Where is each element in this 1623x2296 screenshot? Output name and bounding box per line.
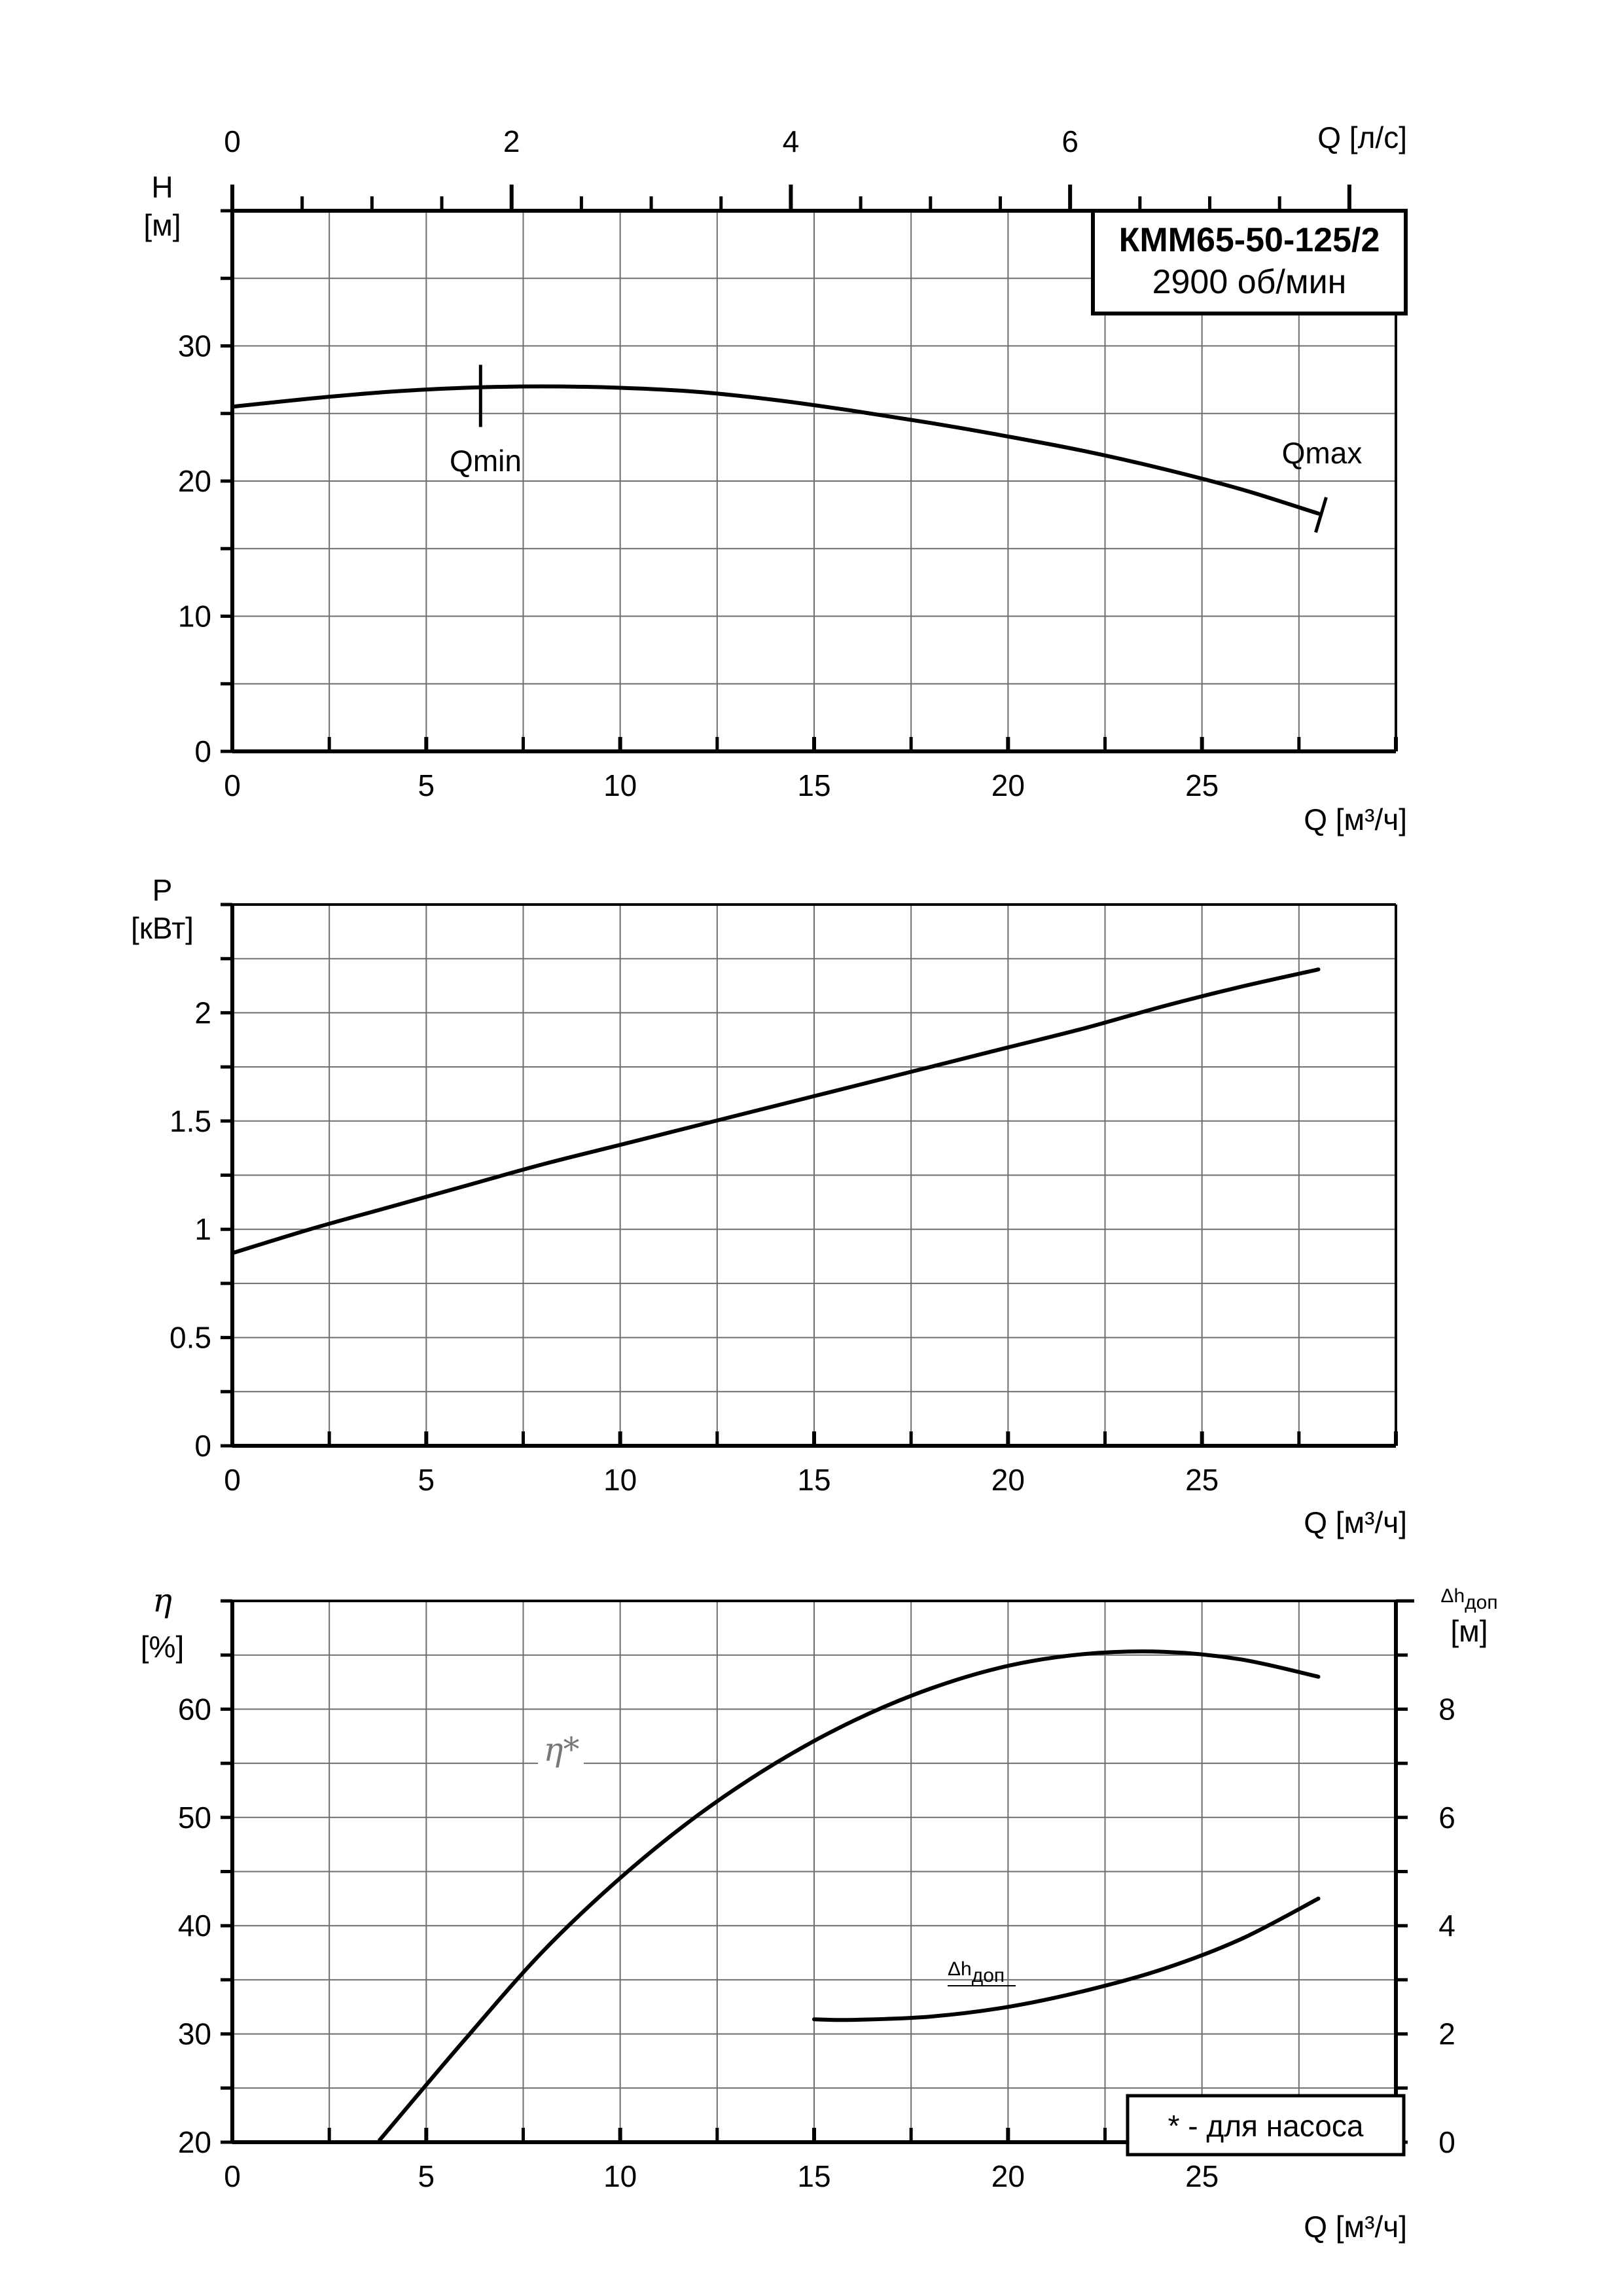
efficiency-grid <box>232 1601 1396 2142</box>
power-y-unit: [кВт] <box>131 911 194 945</box>
x-tick-label: 0 <box>224 1463 241 1497</box>
eff-x-label: Q [м³/ч] <box>1304 2210 1407 2244</box>
x-tick-label: 10 <box>603 1463 637 1497</box>
x-tick-label-secondary: 6 <box>1061 124 1079 158</box>
qmax-label: Qmax <box>1281 436 1363 470</box>
npsh-y-unit: [м] <box>1450 1614 1488 1648</box>
x-tick-label: 10 <box>603 2159 637 2193</box>
x-tick-label: 0 <box>224 2159 241 2193</box>
x-tick-label: 15 <box>797 1463 831 1497</box>
y-tick-label: 2 <box>194 996 211 1030</box>
head-y-unit: [м] <box>143 208 181 242</box>
x-tick-label: 5 <box>418 768 435 802</box>
x-tick-label-secondary: 4 <box>782 124 800 158</box>
head-curve-group <box>232 365 1326 532</box>
y-tick-label: 30 <box>177 329 211 363</box>
y-tick-label: 20 <box>177 464 211 498</box>
footnote-text: * - для насоса <box>1168 2109 1364 2143</box>
x-tick-label: 25 <box>1185 768 1219 802</box>
head-curve <box>232 386 1319 513</box>
y-tick-label-right: 6 <box>1438 1800 1455 1835</box>
y-tick-label: 40 <box>177 1909 211 1943</box>
x-tick-label-secondary: 2 <box>503 124 520 158</box>
x-tick-label: 5 <box>418 2159 435 2193</box>
y-tick-label: 0 <box>194 734 211 768</box>
x-tick-label: 15 <box>797 768 831 802</box>
npsh-series-label: Δhдоп <box>948 1958 1005 1986</box>
y-tick-label: 1 <box>194 1212 211 1247</box>
eta-series-label: η* <box>543 1731 580 1768</box>
power-x-label: Q [м³/ч] <box>1304 1505 1407 1539</box>
x-tick-label: 5 <box>418 1463 435 1497</box>
x-tick-label: 20 <box>991 768 1025 802</box>
y-tick-label-right: 8 <box>1438 1692 1455 1727</box>
eta-y-unit: [%] <box>140 1630 185 1664</box>
npsh-curve <box>814 1899 1319 2020</box>
head-secondary-x-label: Q [л/с] <box>1317 120 1407 154</box>
y-tick-label: 10 <box>177 599 211 634</box>
x-tick-label: 20 <box>991 1463 1025 1497</box>
model-title: КММ65-50-125/2 <box>1118 221 1380 259</box>
x-tick-label: 10 <box>603 768 637 802</box>
y-tick-label: 1.5 <box>169 1103 211 1138</box>
y-tick-label-right: 0 <box>1438 2125 1455 2159</box>
efficiency-curve <box>380 1651 1318 2140</box>
y-tick-label-right: 2 <box>1438 2017 1455 2051</box>
power-y-symbol: P <box>152 873 173 907</box>
y-tick-label: 30 <box>177 2017 211 2051</box>
qmin-label: Qmin <box>450 444 522 478</box>
efficiency-curve-group <box>380 1651 1318 2140</box>
y-tick-label: 60 <box>177 1692 211 1727</box>
y-tick-label: 50 <box>177 1800 211 1835</box>
head-y-symbol: H <box>151 170 173 204</box>
speed-subtitle: 2900 об/мин <box>1152 263 1347 301</box>
efficiency-chart <box>141 1581 1498 2244</box>
power-curve-group <box>232 969 1319 1253</box>
x-tick-label: 25 <box>1185 1463 1219 1497</box>
power-curve <box>232 969 1319 1253</box>
x-tick-label: 15 <box>797 2159 831 2193</box>
x-tick-label: 20 <box>991 2159 1025 2193</box>
x-tick-label: 0 <box>224 768 241 802</box>
power-grid <box>232 905 1396 1446</box>
head-chart <box>143 120 1407 836</box>
y-tick-label: 20 <box>177 2125 211 2159</box>
eta-y-symbol: η <box>152 1581 172 1619</box>
y-tick-label: 0 <box>194 1429 211 1463</box>
x-tick-label-secondary: 0 <box>224 124 241 158</box>
x-tick-label: 25 <box>1185 2159 1219 2193</box>
y-tick-label-right: 4 <box>1438 1909 1455 1943</box>
head-x-label: Q [м³/ч] <box>1304 802 1407 836</box>
power-chart <box>131 873 1407 1539</box>
y-tick-label: 0.5 <box>169 1320 211 1355</box>
npsh-y-symbol: Δhдоп <box>1440 1585 1498 1613</box>
